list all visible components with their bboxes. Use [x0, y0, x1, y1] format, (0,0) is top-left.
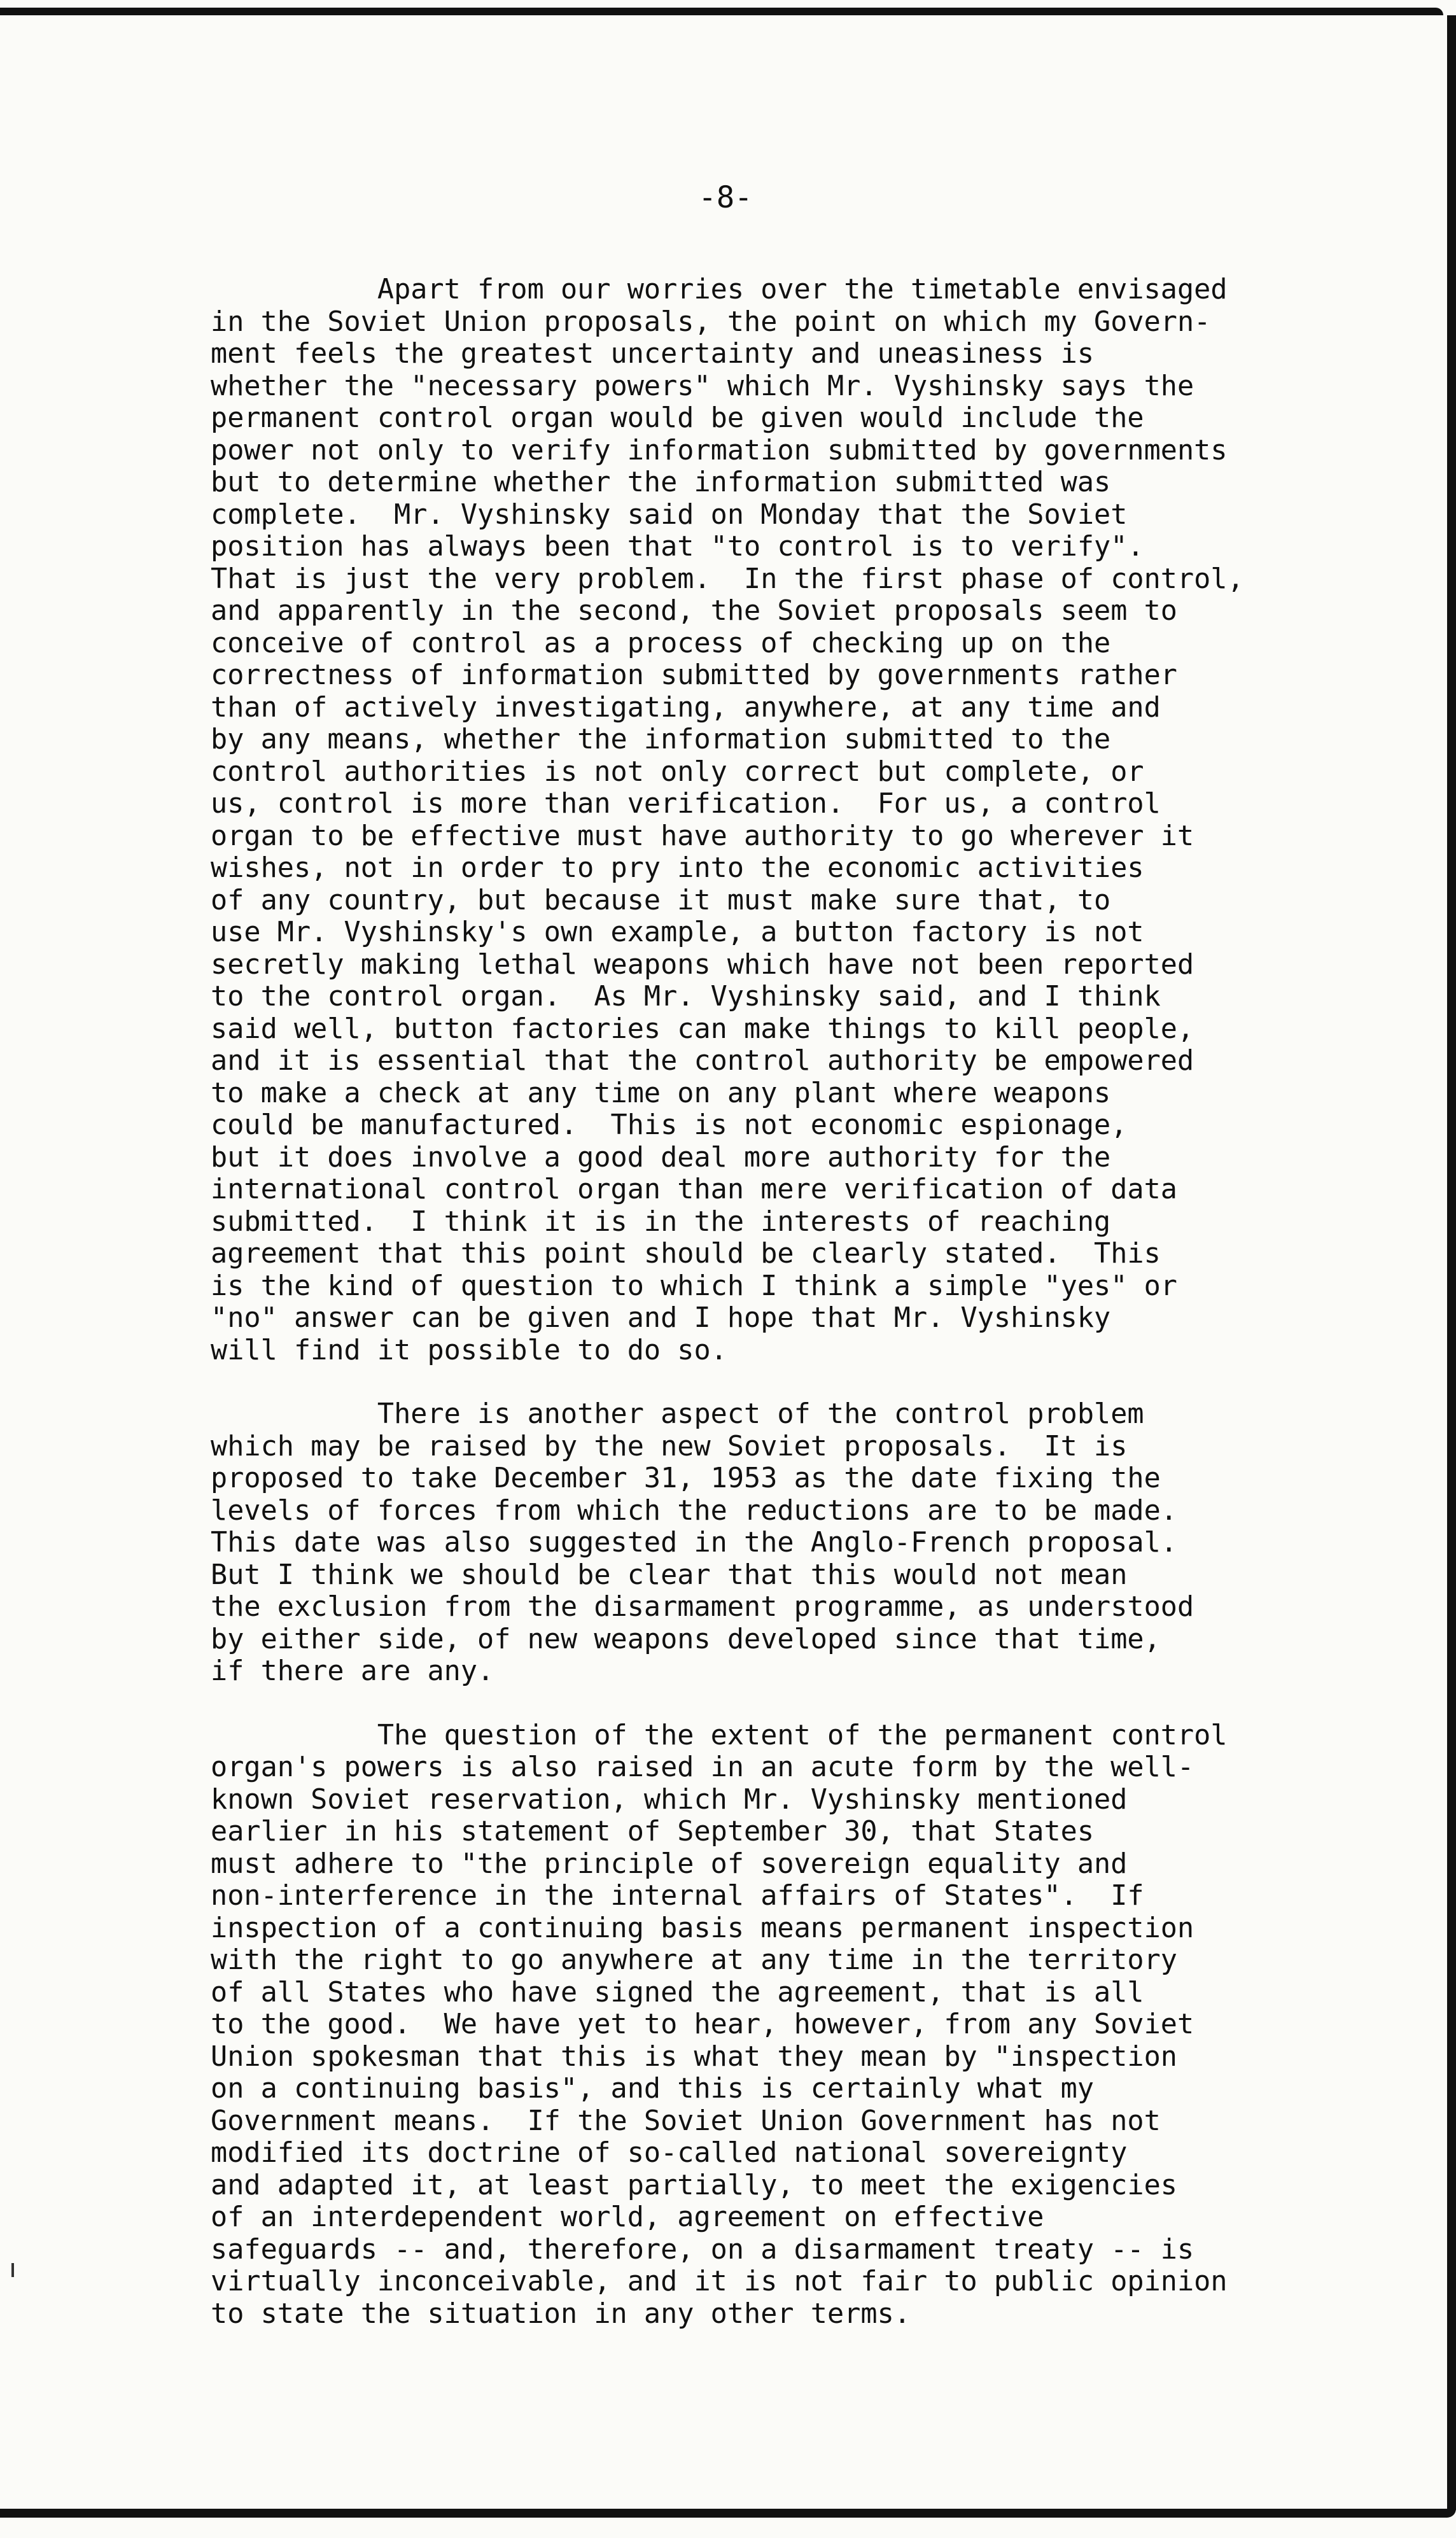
text-line: but to determine whether the information submitted was: [211, 466, 1111, 498]
text-line: power not only to verify information submitted by governments: [211, 434, 1228, 466]
text-line: "no" answer can be given and I hope that Mr. Vyshinsky: [211, 1302, 1111, 1334]
text-line: by either side, of new weapons developed since that time,: [211, 1623, 1161, 1655]
text-line: known Soviet reservation, which Mr. Vyshinsky mentioned: [211, 1783, 1128, 1816]
text-line: of an interdependent world, agreement on effective: [211, 2201, 1044, 2233]
text-line: There is another aspect of the control problem: [211, 1398, 1144, 1430]
text-line: This date was also suggested in the Anglo-French proposal.: [211, 1527, 1177, 1559]
text-line: That is just the very problem. In the first phase of control,: [211, 563, 1244, 595]
bottom-border-line: [0, 2509, 1456, 2518]
text-line: ment feels the greatest uncertainty and uneasiness is: [211, 338, 1095, 370]
text-line: will find it possible to do so.: [211, 1334, 727, 1366]
text-line: whether the "necessary powers" which Mr. Vyshinsky says the: [211, 370, 1194, 402]
text-line: agreement that this point should be clearly stated. This: [211, 1238, 1161, 1270]
text-line: inspection of a continuing basis means permanent inspection: [211, 1912, 1194, 1944]
text-line: proposed to take December 31, 1953 as the date fixing the: [211, 1462, 1161, 1494]
text-line: of any country, but because it must make sure that, to: [211, 884, 1111, 916]
text-line: said well, button factories can make things to kill people,: [211, 1013, 1194, 1045]
text-line: to the control organ. As Mr. Vyshinsky said, and I think: [211, 981, 1161, 1013]
text-line: and apparently in the second, the Soviet proposals seem to: [211, 595, 1177, 627]
text-line: which may be raised by the new Soviet proposals. It is: [211, 1430, 1128, 1462]
text-line: earlier in his statement of September 30, that States: [211, 1816, 1095, 1847]
text-line: us, control is more than verification. For us, a control: [211, 788, 1161, 820]
text-line: to the good. We have yet to hear, however, from any Soviet: [211, 2009, 1194, 2040]
text-line: than of actively investigating, anywhere, at any time and: [211, 691, 1161, 724]
top-border-line: [0, 8, 1443, 15]
text-line: permanent control organ would be given would include the: [211, 402, 1144, 434]
text-line: non-interference in the internal affairs of States". If: [211, 1880, 1144, 1912]
text-line: in the Soviet Union proposals, the point on which my Govern-: [211, 305, 1211, 338]
text-line: Union spokesman that this is what they mean by "inspection: [211, 2040, 1177, 2073]
text-line: with the right to go anywhere at any time in the territory: [211, 1944, 1177, 1976]
text-line: international control organ than mere verification of data: [211, 1174, 1177, 1205]
text-line: conceive of control as a process of checking up on the: [211, 627, 1111, 659]
text-line: position has always been that "to control is to verify".: [211, 531, 1144, 563]
text-line: could be manufactured. This is not economic espionage,: [211, 1109, 1128, 1141]
text-line: control authorities is not only correct but complete, or: [211, 755, 1144, 788]
text-line: use Mr. Vyshinsky's own example, a button factory is not: [211, 916, 1144, 948]
text-line: virtually inconceivable, and it is not fair to public opinion: [211, 2266, 1228, 2297]
text-line: wishes, not in order to pry into the economic activities: [211, 852, 1144, 884]
text-line: but it does involve a good deal more authority for the: [211, 1141, 1111, 1174]
text-line: and adapted it, at least partially, to meet the exigencies: [211, 2169, 1177, 2201]
text-line: to make a check at any time on any plant where weapons: [211, 1077, 1111, 1109]
text-line: is the kind of question to which I think a simple "yes" or: [211, 1270, 1177, 1302]
text-line: modified its doctrine of so-called national sovereignty: [211, 2137, 1128, 2169]
text-line: Apart from our worries over the timetable envisaged: [211, 274, 1228, 305]
text-line: organ to be effective must have authority to go wherever it: [211, 820, 1194, 852]
text-line: of all States who have signed the agreement, that is all: [211, 1976, 1144, 2009]
text-line: But I think we should be clear that this would not mean: [211, 1559, 1128, 1591]
text-line: on a continuing basis", and this is certainly what my: [211, 2073, 1095, 2105]
text-line: safeguards -- and, therefore, on a disarmament treaty -- is: [211, 2233, 1194, 2266]
text-line: The question of the extent of the permanent control: [211, 1719, 1228, 1751]
text-line: to state the situation in any other terms.: [211, 2297, 911, 2330]
text-line: if there are any.: [211, 1655, 494, 1687]
document-body: [211, 274, 1439, 2362]
text-line: organ's powers is also raised in an acute form by the well-: [211, 1751, 1194, 1783]
text-line: and it is essential that the control authority be empowered: [211, 1045, 1194, 1077]
text-line: Government means. If the Soviet Union Government has not: [211, 2105, 1161, 2137]
text-line: levels of forces from which the reductions are to be made.: [211, 1494, 1177, 1527]
paragraph-1: [211, 274, 1439, 1366]
text-line: must adhere to "the principle of sovereign equality and: [211, 1847, 1128, 1880]
text-line: by any means, whether the information submitted to the: [211, 724, 1111, 755]
page-number: -8-: [698, 180, 753, 215]
text-line: correctness of information submitted by governments rather: [211, 659, 1177, 691]
paragraph-2: [211, 1398, 1439, 1688]
paragraph-3: [211, 1720, 1439, 2331]
margin-mark: [11, 2263, 14, 2277]
text-line: complete. Mr. Vyshinsky said on Monday that the Soviet: [211, 498, 1128, 531]
right-border-line: [1447, 15, 1456, 2510]
text-line: the exclusion from the disarmament programme, as understood: [211, 1591, 1194, 1623]
text-line: submitted. I think it is in the interests of reaching: [211, 1205, 1111, 1238]
text-line: secretly making lethal weapons which have not been reported: [211, 948, 1194, 981]
